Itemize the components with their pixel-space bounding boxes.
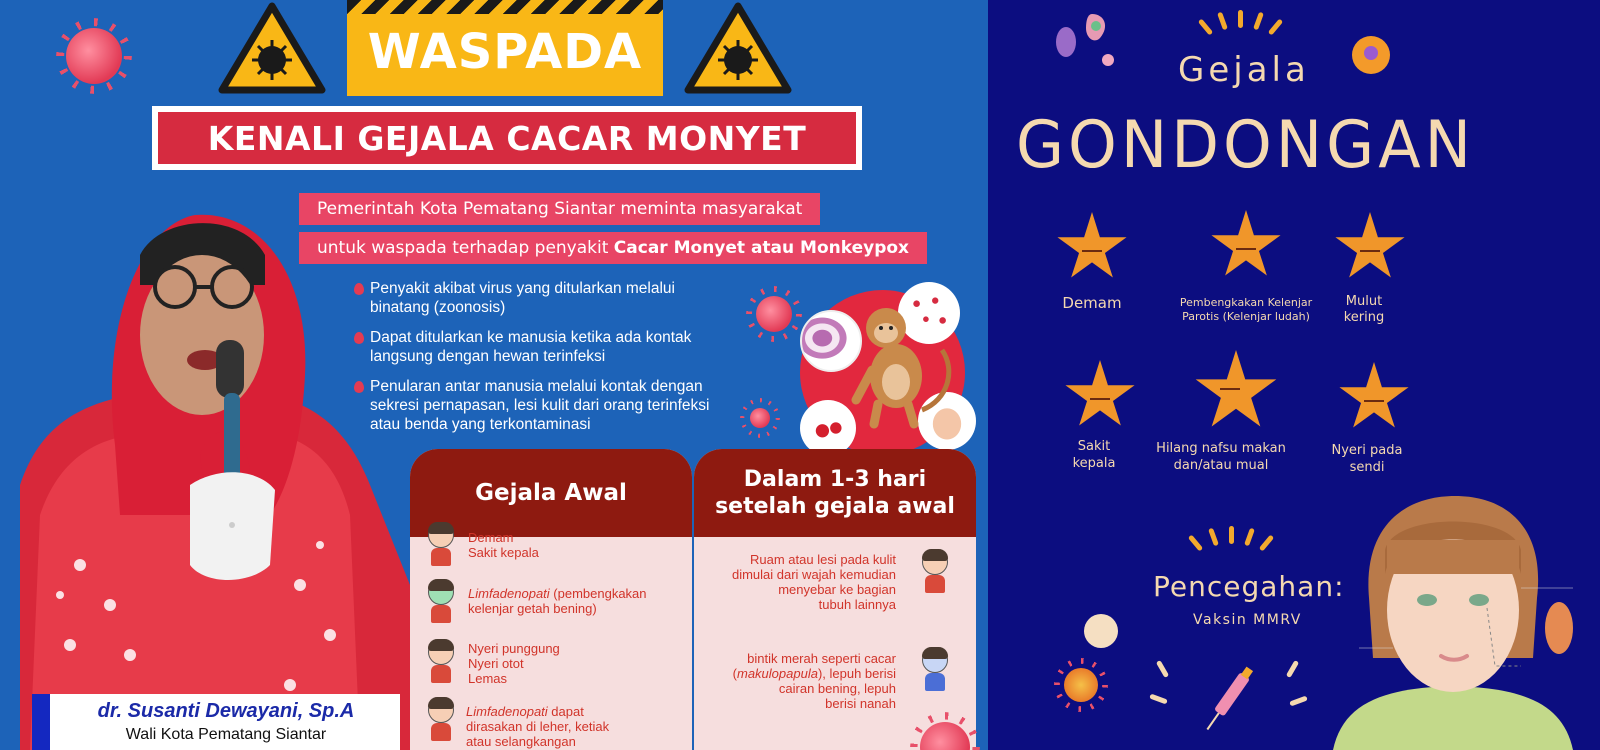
card-title: Dalam 1-3 hari setelah gejala awal — [694, 449, 976, 537]
virus-icon — [750, 408, 770, 428]
mayor-photo — [20, 185, 410, 750]
cell-icon — [1084, 614, 1118, 648]
symptom-label: Nyeri pada sendi — [1331, 443, 1403, 475]
virus-icon — [1064, 668, 1098, 702]
early-symptoms-card — [410, 449, 692, 750]
sparkle-mark — [1244, 528, 1255, 547]
card-title: Gejala Awal — [410, 449, 692, 537]
sparkle-mark — [1156, 660, 1169, 678]
symptom-label: Hilang nafsu makan dan/atau mual — [1156, 441, 1286, 473]
headline-text: KENALI GEJALA CACAR MONYET — [207, 118, 807, 158]
mumps-poster — [988, 0, 1600, 750]
sparkle-mark — [1238, 10, 1243, 28]
warning-triangle-icon — [684, 2, 792, 94]
sparkle-mark — [1286, 660, 1299, 678]
prevention-title: Pencegahan: — [1153, 570, 1345, 603]
mayor-name: dr. Susanti Dewayani, Sp.A — [97, 700, 355, 722]
symptom-label: Mulut kering — [1343, 294, 1385, 325]
waspada-title: WASPADA — [367, 24, 643, 80]
waspada-banner — [347, 0, 663, 96]
headline-banner — [152, 106, 862, 170]
hazard-stripes — [347, 0, 663, 14]
child-icon — [424, 522, 458, 568]
sparkle-mark — [1229, 526, 1234, 544]
star-character-icon — [1064, 360, 1136, 432]
child-icon — [424, 579, 458, 625]
child-icon — [424, 639, 458, 685]
child-icon — [918, 647, 952, 693]
intro-line-2: untuk waspada terhadap penyakit Cacar Monyet atau Monkeypox — [299, 232, 927, 264]
later-symptoms-card — [694, 449, 976, 750]
virus-icon — [66, 28, 122, 84]
gondongan-title: GONDONGAN — [1016, 106, 1475, 183]
syringe-icon — [1198, 660, 1258, 740]
symptom-text: Ruam atau lesi pada kulit dimulai dari wajah kemudian menyebar ke bagian tubuh lainnya — [731, 552, 896, 612]
symptom-text: Nyeri punggung Nyeri otot Lemas — [468, 641, 560, 686]
warning-triangle-icon — [218, 2, 326, 94]
star-character-icon — [1056, 212, 1128, 284]
symptom-label: Sakit kepala — [1072, 439, 1116, 471]
virus-icon — [920, 722, 970, 750]
doodle-icons — [1048, 8, 1138, 68]
virus-icon — [756, 296, 792, 332]
symptom-text: bintik merah seperti cacar (makulopapula), lepuh berisi cairan bening, lepuh berisi nanah — [732, 651, 896, 711]
girl-swollen-gland-illustration — [1323, 488, 1583, 750]
star-character-icon — [1334, 212, 1406, 284]
sparkle-mark — [1289, 696, 1308, 707]
bullet-item: Penularan antar manusia melalui kontak dengan sekresi pernapasan, lesi kulit dari orang terinfeksi atau benda yang terkontaminasi — [352, 377, 732, 434]
symptom-text: Demam Sakit kepala — [468, 530, 539, 560]
sparkle-mark — [1268, 18, 1283, 35]
sparkle-mark — [1198, 18, 1213, 35]
cell-icon — [1364, 46, 1378, 60]
sparkle-mark — [1217, 12, 1228, 31]
child-icon — [918, 549, 952, 595]
star-character-icon — [1338, 362, 1410, 434]
symptom-text: Limfadenopati (pembengkakan kelenjar getah bening) — [468, 586, 647, 616]
sparkle-mark — [1149, 694, 1168, 705]
symptom-label: Pembengkakan Kelenjar Parotis (Kelenjar ludah) — [1179, 296, 1313, 323]
vaccine-label: Vaksin MMRV — [1193, 612, 1302, 628]
monkey-icon — [838, 300, 958, 430]
intro-line-1: Pemerintah Kota Pematang Siantar meminta masyarakat — [299, 193, 820, 225]
symptom-text: Limfadenopati dapat dirasakan di leher, ketiak atau selangkangan — [466, 704, 610, 749]
sparkle-mark — [1253, 12, 1264, 31]
sparkle-mark — [1259, 534, 1274, 551]
bullet-item: Penyakit akibat virus yang ditularkan melalui binatang (zoonosis) — [352, 279, 732, 317]
star-character-icon — [1194, 350, 1278, 434]
star-character-icon — [1210, 210, 1282, 282]
sparkle-mark — [1208, 528, 1219, 547]
sparkle-mark — [1188, 534, 1203, 551]
mayor-role: Wali Kota Pematang Siantar — [125, 726, 327, 743]
bullet-item: Dapat ditularkan ke manusia ketika ada kontak langsung dengan hewan terinfeksi — [352, 328, 732, 366]
symptom-label: Demam — [1062, 294, 1122, 312]
gejala-title: Gejala — [1178, 50, 1310, 90]
child-icon — [424, 697, 458, 743]
disease-name: Cacar Monyet atau Monkeypox — [613, 238, 910, 258]
name-caption — [32, 694, 400, 750]
